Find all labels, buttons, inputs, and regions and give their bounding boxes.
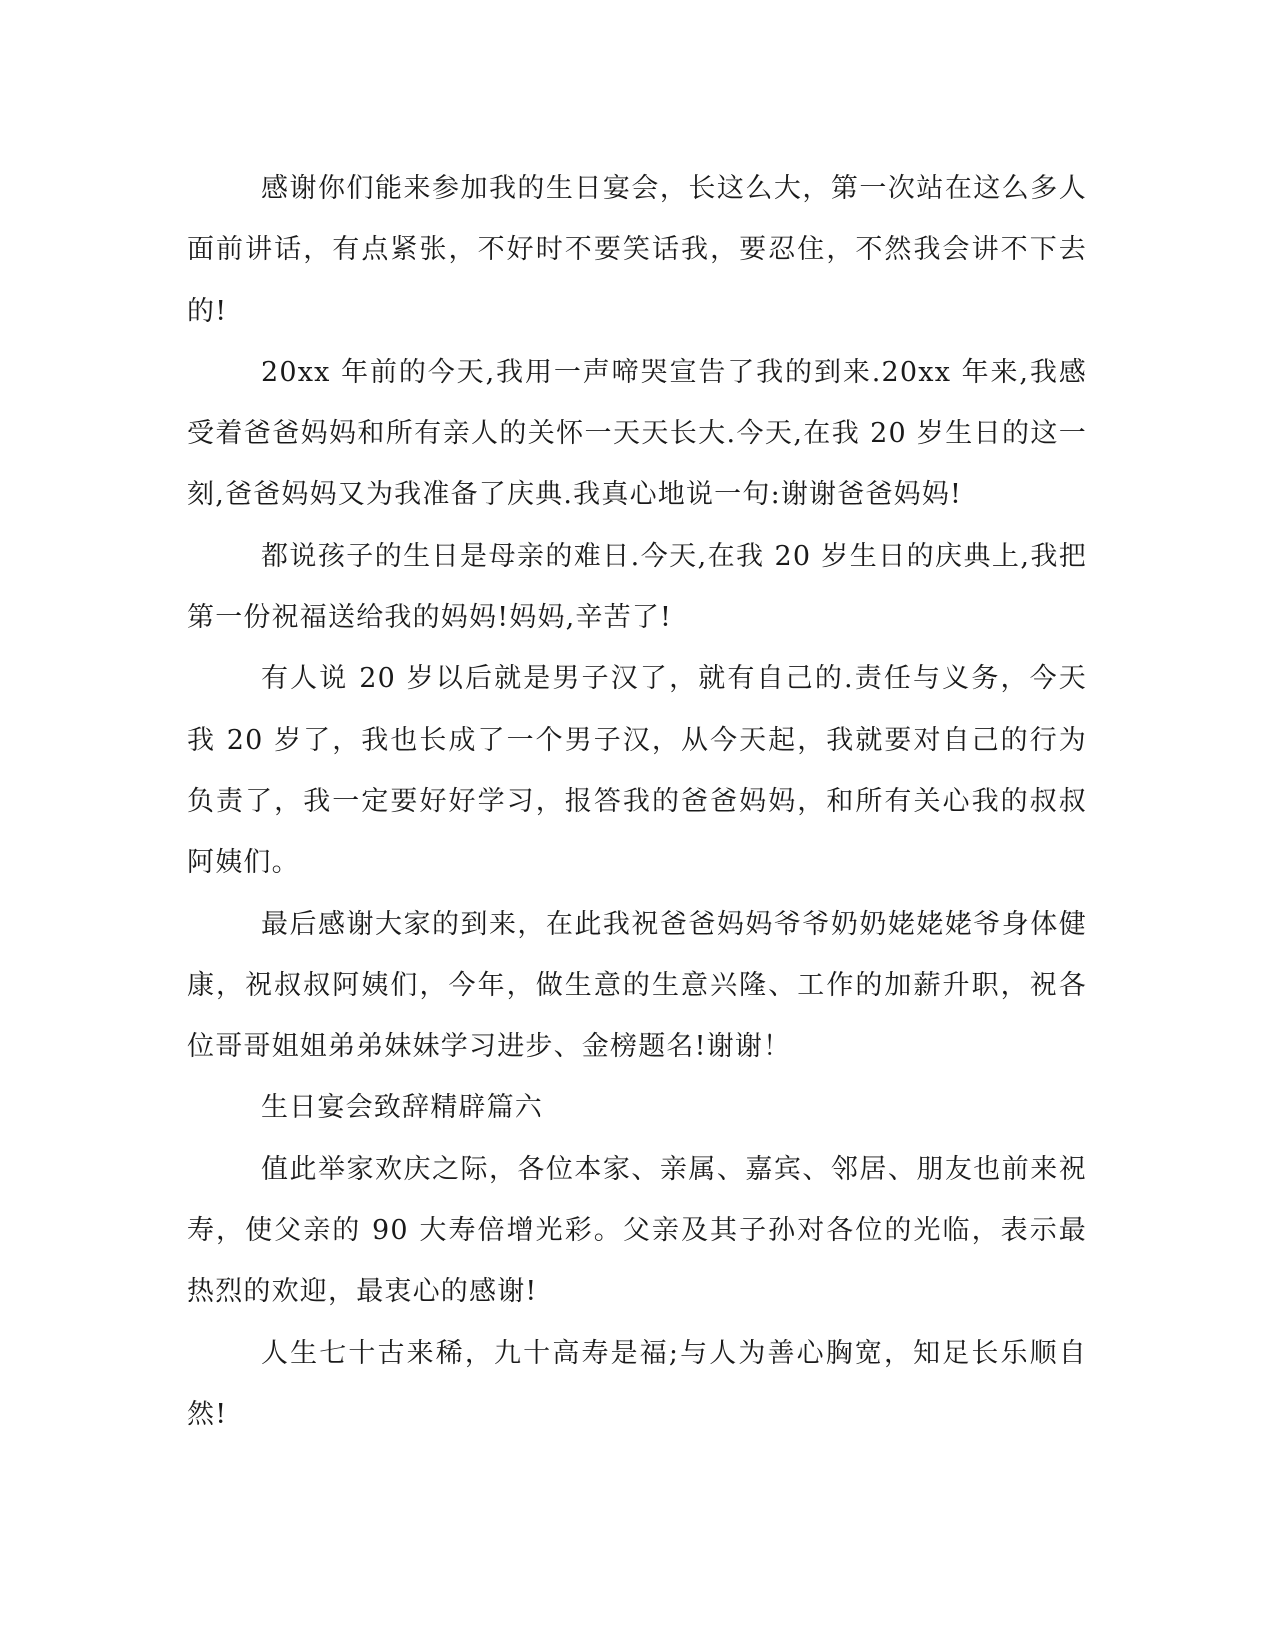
paragraph-responsibility: 有人说 20 岁以后就是男子汉了，就有自己的.责任与义务，今天我 20 岁了，我也长成了一个男子汉，从今天起，我就要对自己的行为负责了，我一定要好好学习，报答我的爸爸妈妈，和所有关心我的叔叔阿姨们。 xyxy=(187,663,1087,879)
paragraph-birth-memory: 20xx 年前的今天,我用一声啼哭宣告了我的到来.20xx 年来,我感受着爸爸妈妈和所有亲人的关怀一天天长大.今天,在我 20 岁生日的这一刻,爸爸妈妈又为我准备了庆典.我真心地说一句:谢谢爸爸妈妈! xyxy=(187,356,1087,511)
paragraph-longevity-verse: 人生七十古来稀，九十高寿是福;与人为善心胸宽，知足长乐顺自然! xyxy=(187,1337,1087,1430)
paragraph-mother-blessing: 都说孩子的生日是母亲的难日.今天,在我 20 岁生日的庆典上,我把第一份祝福送给我的妈妈!妈妈,辛苦了! xyxy=(187,540,1087,634)
document-body xyxy=(187,158,1087,1445)
paragraph-birthday-greeting: 感谢你们能来参加我的生日宴会，长这么大，第一次站在这么多人面前讲话，有点紧张，不好时不要笑话我，要忍住，不然我会讲不下去的! xyxy=(187,173,1087,327)
paragraph-closing-thanks: 最后感谢大家的到来，在此我祝爸爸妈妈爷爷奶奶姥姥姥爷身体健康，祝叔叔阿姨们，今年，做生意的生意兴隆、工作的加薪升职，祝各位哥哥姐姐弟弟妹妹学习进步、金榜题名!谢谢！ xyxy=(187,908,1087,1063)
paragraph-longevity-welcome: 值此举家欢庆之际，各位本家、亲属、嘉宾、邻居、朋友也前来祝寿，使父亲的 90 大寿倍增光彩。父亲及其子孙对各位的光临，表示最热烈的欢迎，最衷心的感谢! xyxy=(187,1153,1087,1308)
section-heading: 生日宴会致辞精辟篇六 xyxy=(261,1092,543,1124)
